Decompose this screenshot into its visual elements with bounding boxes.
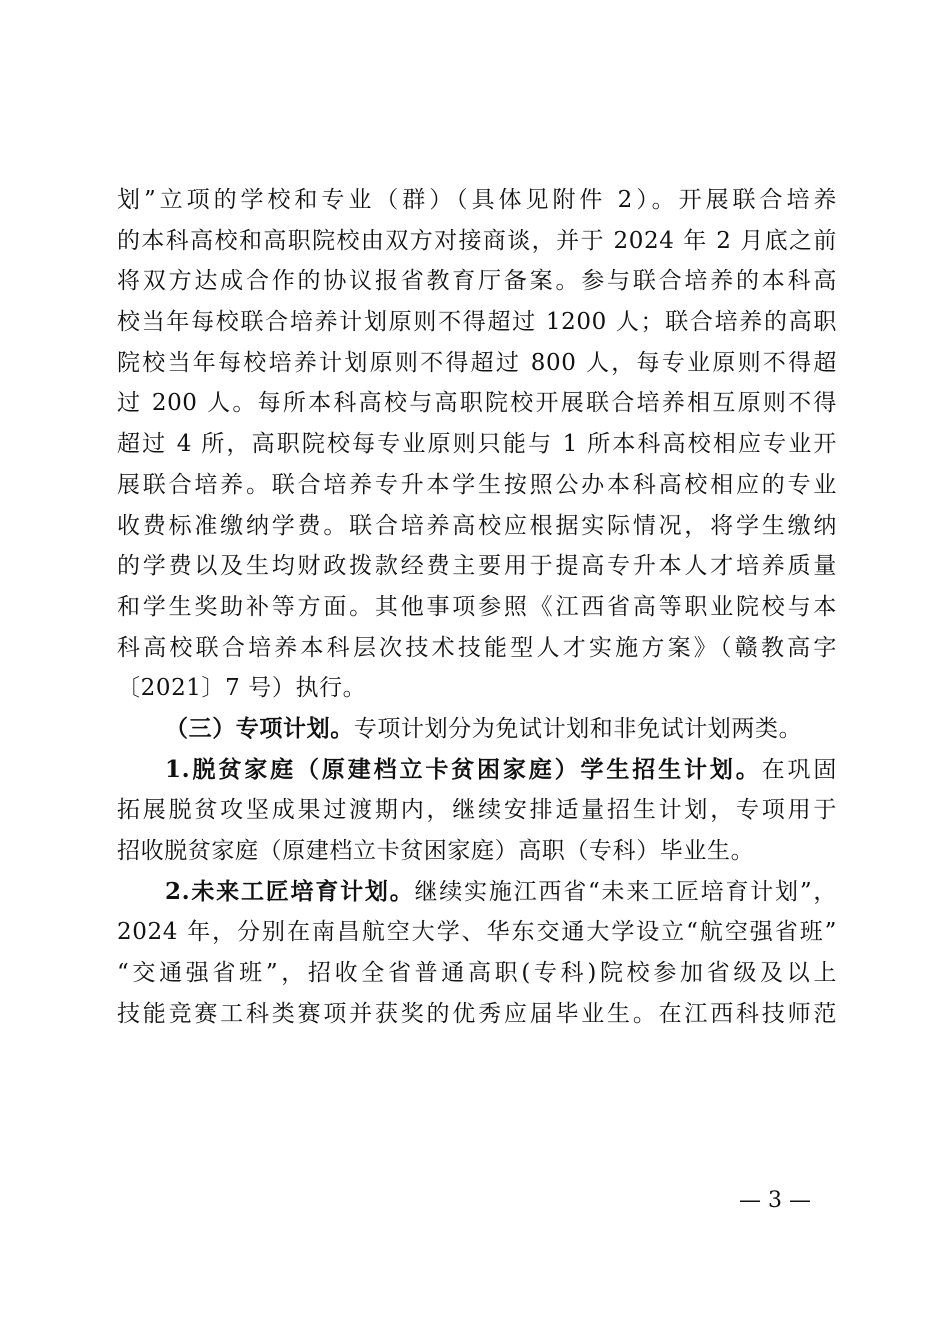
item-heading: 2.未来工匠培育计划。: [165, 877, 415, 905]
text-line: 技能竞赛工科类赛项并获奖的优秀应届毕业生。在江西科技师范: [117, 1000, 837, 1027]
text-line: 过 200 人。每所本科高校与高职院校开展联合培养相互原则不得: [117, 390, 837, 417]
text-line: 收费标准缴纳学费。联合培养高校应根据实际情况，将学生缴纳: [117, 512, 837, 539]
text-line: 展联合培养。联合培养专升本学生按照公办本科高校相应的专业: [117, 471, 837, 498]
text-line: 的本科高校和高职院校由双方对接商谈，并于 2024 年 2 月底之前: [117, 227, 837, 254]
item-text: 在巩固: [761, 756, 837, 783]
section-special-plan: [117, 709, 837, 750]
page-number: — 3 —: [739, 1188, 811, 1213]
text-line: 和学生奖助补等方面。其他事项参照《江西省高等职业院校与本: [117, 593, 837, 620]
text-line: 拓展脱贫攻坚成果过渡期内，继续安排适量招生计划，专项用于: [117, 797, 837, 824]
section-heading-line: [117, 709, 837, 750]
item-poverty-family-plan: [117, 750, 837, 872]
document-body: [117, 180, 837, 1034]
item-heading-line: [117, 872, 837, 913]
text-line: 校当年每校联合培养计划原则不得超过 1200 人；联合培养的高职: [117, 309, 837, 336]
section-heading: （三）专项计划。: [165, 714, 354, 742]
section-text: 专项计划分为免试计划和非免试计划两类。: [353, 715, 803, 742]
text-line: 将双方达成合作的协议报省教育厅备案。参与联合培养的本科高: [117, 268, 837, 295]
item-heading: 1.脱贫家庭（原建档立卡贫困家庭）学生招生计划。: [165, 755, 762, 783]
item-future-craftsman-plan: [117, 872, 837, 1035]
text-line: 的学费以及生均财政拨款经费主要用于提高专升本人才培养质量: [117, 553, 837, 580]
item-text: 继续实施江西省“未来工匠培育计划”，: [414, 878, 837, 905]
text-line: 〔2021〕7 号）执行。: [117, 675, 367, 702]
text-line: “交通强省班”，招收全省普通高职(专科)院校参加省级及以上: [117, 960, 837, 987]
text-line: 超过 4 所，高职院校每专业原则只能与 1 所本科高校相应专业开: [117, 431, 837, 458]
text-line: 2024 年，分别在南昌航空大学、华东交通大学设立“航空强省班”: [117, 919, 837, 946]
text-line: 院校当年每校培养计划原则不得超过 800 人，每专业原则不得超: [117, 349, 837, 376]
paragraph-joint-training: [117, 180, 837, 709]
text-line: 科高校联合培养本科层次技术技能型人才实施方案》（赣教高字: [117, 634, 837, 661]
text-line: 划”立项的学校和专业（群）（具体见附件 2）。开展联合培养: [117, 187, 837, 213]
item-heading-line: [117, 750, 837, 791]
text-line: 招收脱贫家庭（原建档立卡贫困家庭）高职（专科）毕业生。: [117, 838, 755, 864]
